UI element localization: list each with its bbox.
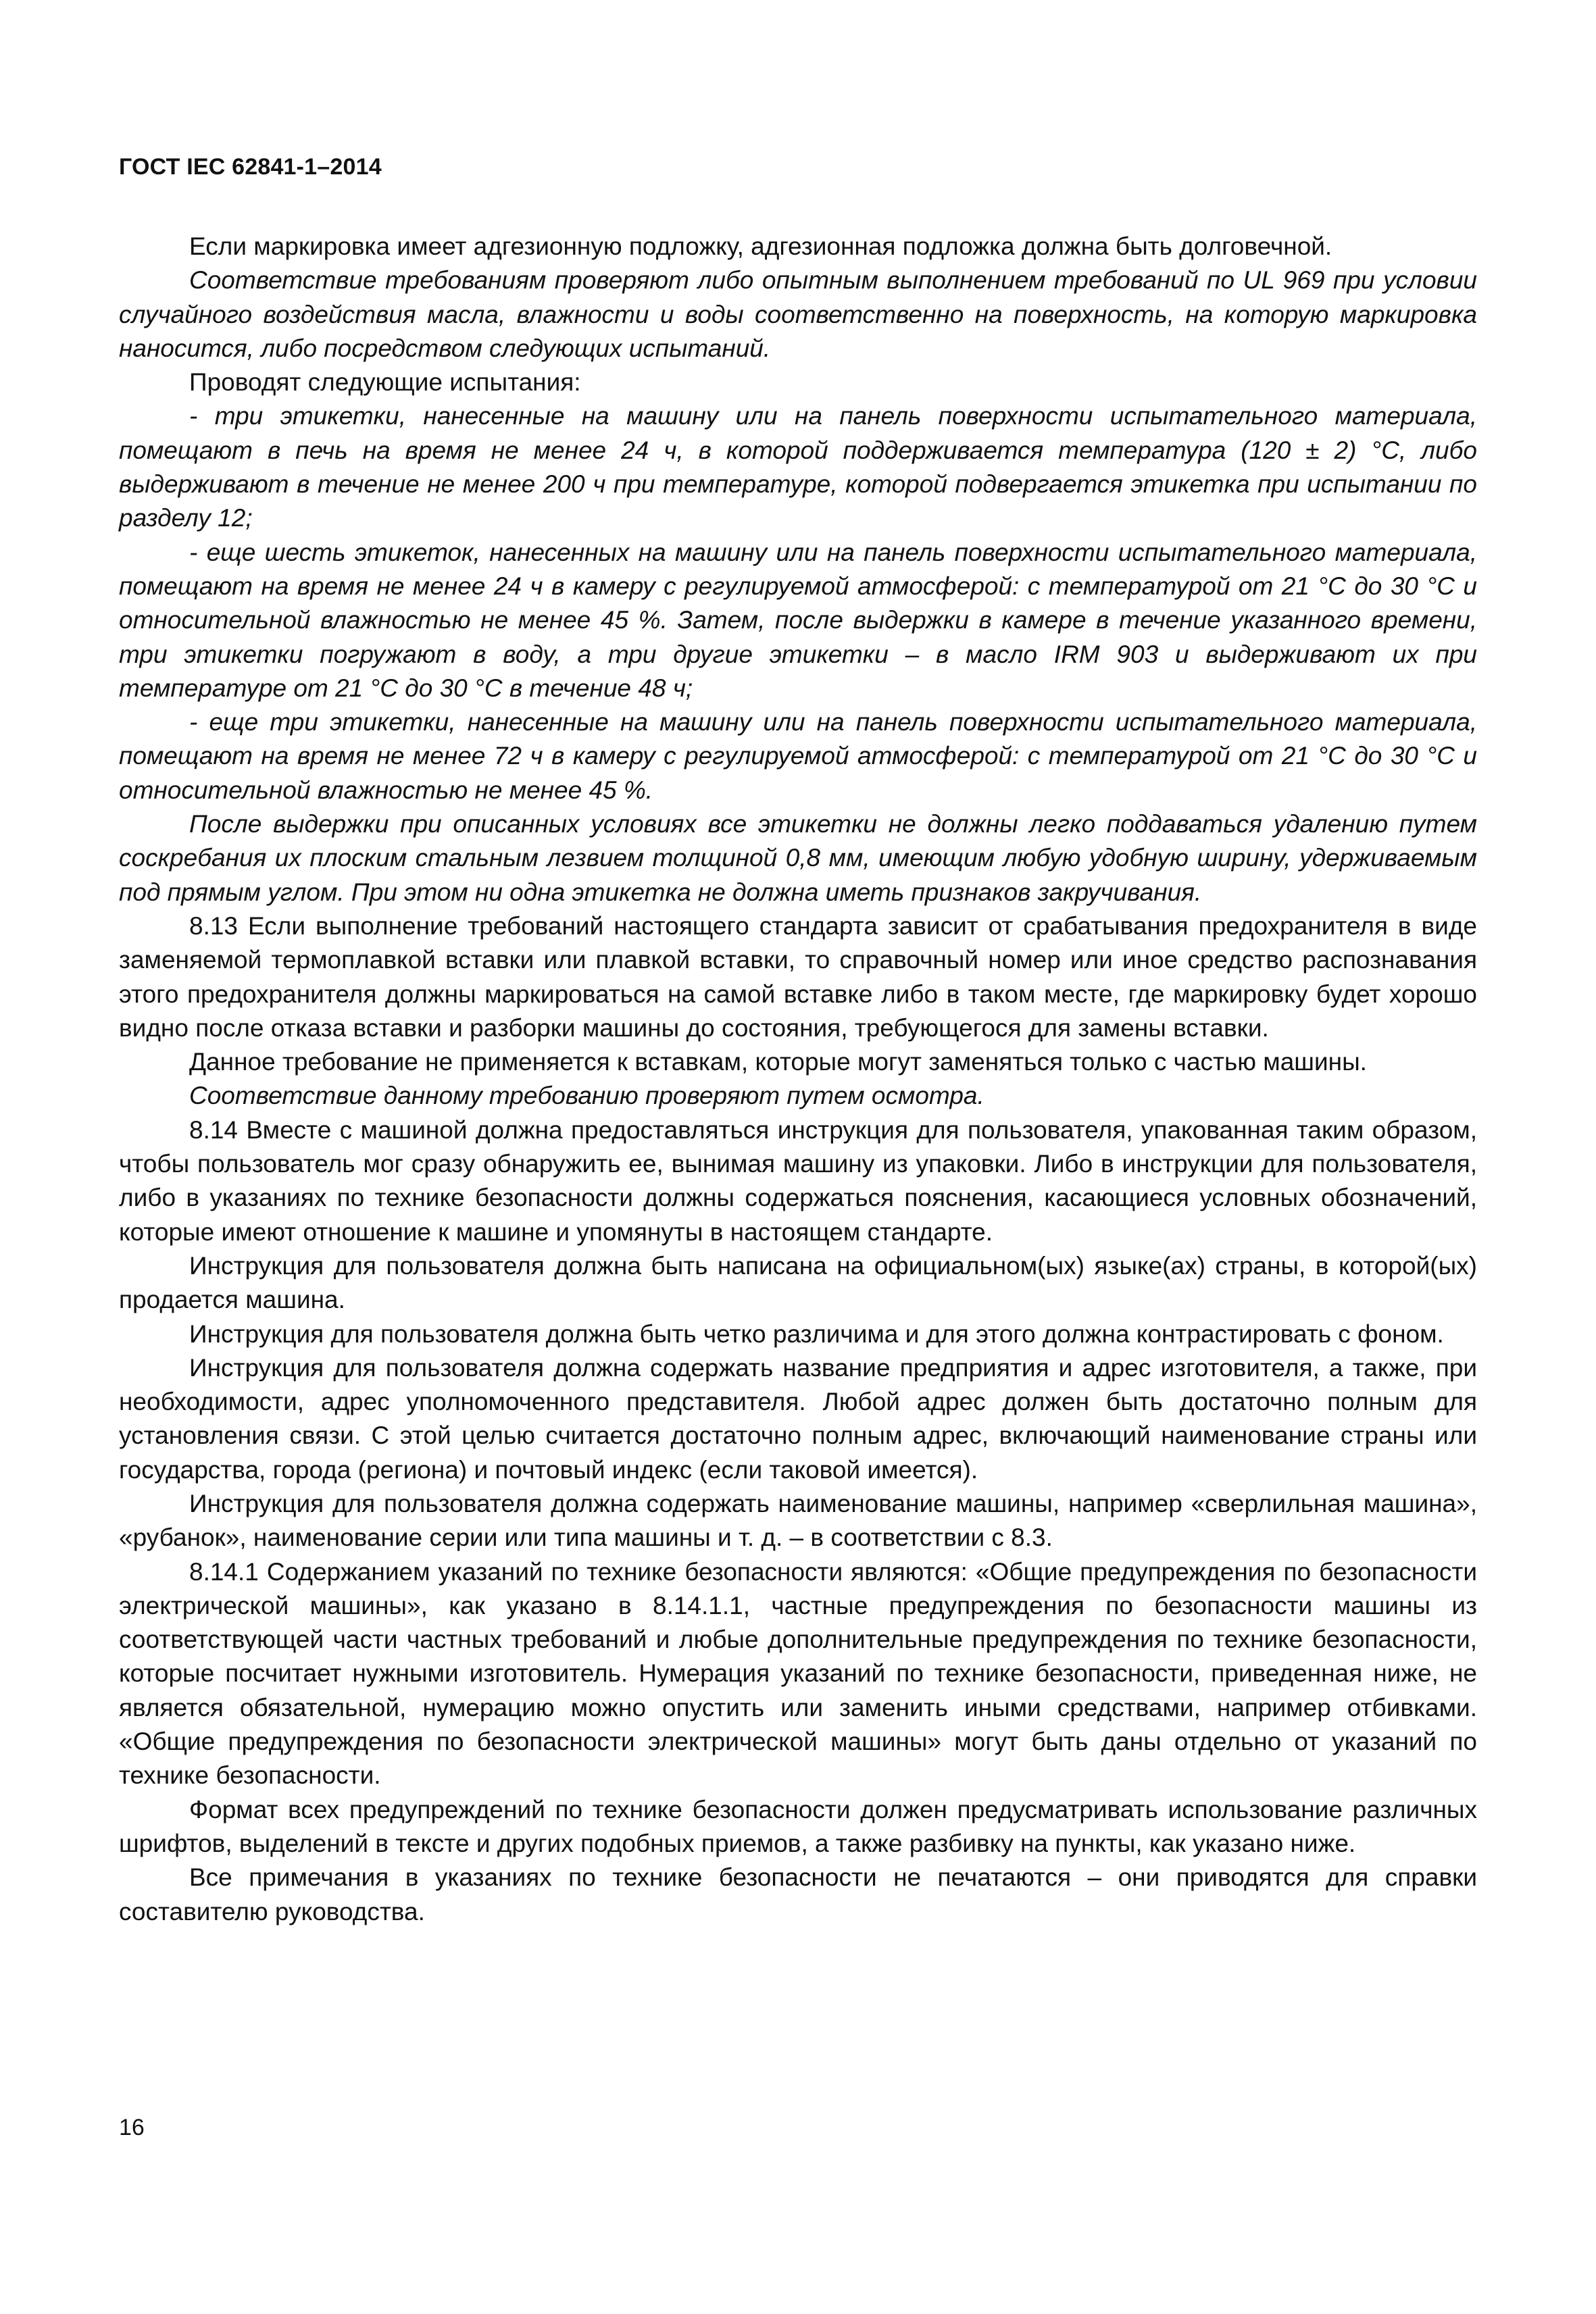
- paragraph-after-exposure-scraping: После выдержки при описанных условиях все этикетки не должны легко поддаваться удалению путем соскребания их плоским стальным лезвием толщиной 0,8 мм, имеющим любую удобную ширину, удерживаемым под прямым углом. При этом ни одна этикетка не должна иметь признаков закручивания.: [119, 810, 1477, 906]
- paragraph-test-six-labels-chamber: - еще шесть этикеток, нанесенных на машину или на панель поверхности испытательного материала, помещают на время не менее 24 ч в камеру с регулируемой атмосферой: с температурой от 21 °С до 30 °С и относительной влажностью не менее 45 %. Затем, после выдержки в камере в течение указанного времени, три этикетки погружают в воду, а три другие этикетки – в масло IRM 903 и выдерживают их при температуре от 21 °С до 30 °С в течение 48 ч;: [119, 538, 1477, 702]
- page-header-standard-code: ГОСТ IEC 62841-1–2014: [119, 154, 382, 180]
- paragraph-compliance-ul969: Соответствие требованиям проверяют либо опытным выполнением требований по UL 969 при условии случайного воздействия масла, влажности и воды соответственно на поверхность, на которую маркировка наносится, либо посредством следующих испытаний.: [119, 266, 1477, 362]
- paragraph-test-three-labels-oven: - три этикетки, нанесенные на машину или на панель поверхности испытательного материала, помещают в печь на время не менее 24 ч, в которой поддерживается температура (120 ± 2) °С, либо выдерживают в течение не менее 200 ч при температуре, которой подвергается этикетка при испытании по разделу 12;: [119, 402, 1477, 532]
- paragraph-contrast-background: Инструкция для пользователя должна быть четко различима и для этого должна контрастировать с фоном.: [189, 1319, 1444, 1348]
- paragraph-requirement-not-applied: Данное требование не применяется к вставкам, которые могут заменяться только с частью машины.: [189, 1048, 1367, 1076]
- page-number: 16: [119, 2115, 145, 2140]
- paragraph-section-8-14: 8.14 Вместе с машиной должна предоставляться инструкция для пользователя, упакованная таким образом, чтобы пользователь мог сразу обнаружить ее, вынимая машину из упаковки. Либо в инструкции для пользователя, либо в указаниях по технике безопасности должны содержаться пояснения, касающиеся условных обозначений, которые имеют отношение к машине и упомянуты в настоящем стандарте.: [119, 1115, 1477, 1246]
- paragraph-tests-intro: Проводят следующие испытания:: [189, 368, 581, 397]
- paragraph-adhesive-backing: Если маркировка имеет адгезионную подложку, адгезионная подложка должна быть долговечной.: [189, 232, 1332, 260]
- document-body: [119, 230, 1477, 1929]
- paragraph-compliance-inspection: Соответствие данному требованию проверяют путем осмотра.: [189, 1082, 984, 1110]
- paragraph-notes-not-printed: Все примечания в указаниях по технике безопасности не печатаются – они приводятся для справки составителю руководства.: [119, 1863, 1477, 1926]
- paragraph-manufacturer-address: Инструкция для пользователя должна содержать название предприятия и адрес изготовителя, а также, при необходимости, адрес уполномоченного представителя. Любой адрес должен быть достаточно полным для установления связи. С этой целью считается достаточно полным адрес, включающий наименование страны или государства, города (региона) и почтовый индекс (если таковой имеется).: [119, 1353, 1477, 1484]
- paragraph-official-languages: Инструкция для пользователя должна быть написана на официальном(ых) языке(ах) страны, в которой(ых) продается машина.: [119, 1251, 1477, 1314]
- paragraph-section-8-13: 8.13 Если выполнение требований настоящего стандарта зависит от срабатывания предохранителя в виде заменяемой термоплавкой вставки или плавкой вставки, то справочный номер или иное средство распознавания этого предохранителя должны маркироваться на самой вставке либо в таком месте, где маркировку будет хорошо видно после отказа вставки и разборки машины до состояния, требующегося для замены вставки.: [119, 911, 1477, 1042]
- paragraph-section-8-14-1: 8.14.1 Содержанием указаний по технике безопасности являются: «Общие предупреждения по безопасности электрической машины», как указано в 8.14.1.1, частные предупреждения по безопасности машины из соответствующей части частных требований и любые дополнительные предупреждения по технике безопасности, которые посчитает нужными изготовитель. Нумерация указаний по технике безопасности, приведенная ниже, не является обязательной, нумерацию можно опустить или заменить иными средствами, например отбивками. «Общие предупреждения по безопасности электрической машины» могут быть даны отдельно от указаний по технике безопасности.: [119, 1557, 1477, 1790]
- paragraph-machine-name: Инструкция для пользователя должна содержать наименование машины, например «сверлильная машина», «рубанок», наименование серии или типа машины и т. д. – в соответствии с 8.3.: [119, 1489, 1477, 1552]
- paragraph-test-three-labels-72h: - еще три этикетки, нанесенные на машину или на панель поверхности испытательного материала, помещают на время не менее 72 ч в камеру с регулируемой атмосферой: с температурой от 21 °С до 30 °С и относительной влажностью не менее 45 %.: [119, 708, 1477, 804]
- paragraph-warnings-format: Формат всех предупреждений по технике безопасности должен предусматривать использование различных шрифтов, выделений в тексте и других подобных приемов, а также разбивку на пункты, как указано ниже.: [119, 1795, 1477, 1857]
